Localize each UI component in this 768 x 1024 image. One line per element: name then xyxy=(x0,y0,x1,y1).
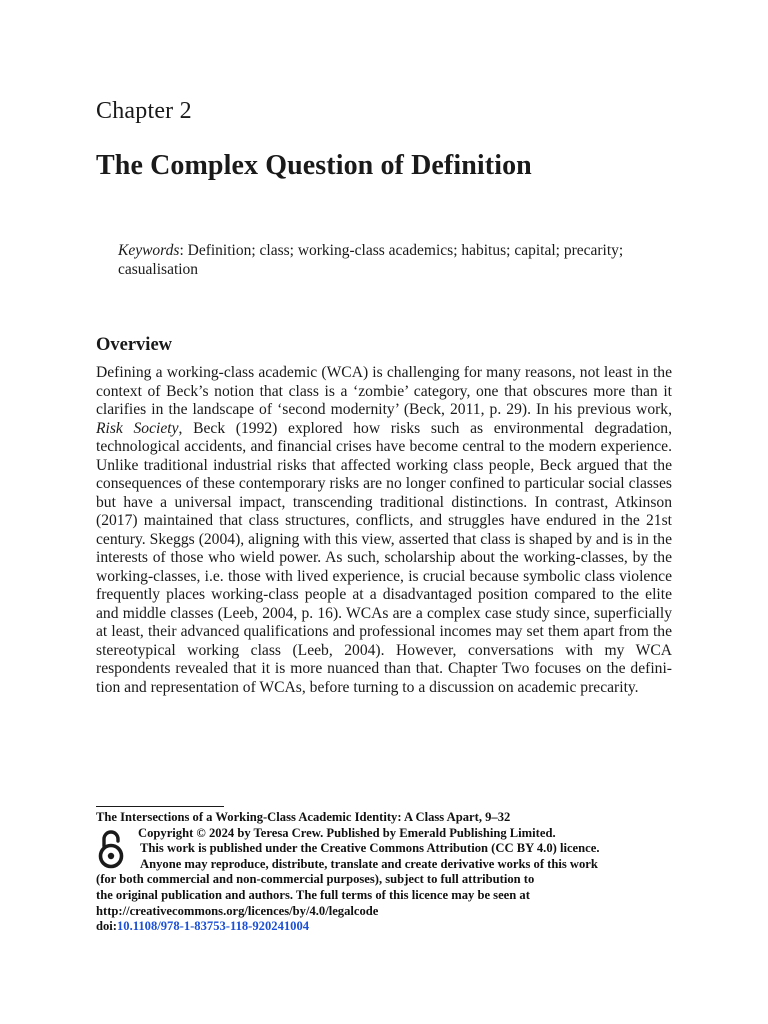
footnote-license-line-4: the original publication and authors. The full terms of this licence may be seen at xyxy=(96,887,530,902)
overview-heading: Overview xyxy=(96,335,173,355)
doi-prefix: doi: xyxy=(96,919,117,934)
keywords-label: Keywords xyxy=(118,242,180,259)
footnote xyxy=(96,810,676,935)
footnote-license-line-2: Anyone may reproduce, distribute, translate and create derivative works of this work xyxy=(140,856,598,871)
keywords-text: : Definition; class; working-class academics; habitus; capital; precarity; casualisation xyxy=(118,242,624,278)
chapter-label: Chapter 2 xyxy=(96,98,192,124)
footnote-copyright: Copyright © 2024 by Teresa Crew. Published by Emerald Publishing Limited. xyxy=(138,825,556,840)
paragraph-text-part-1: Defining a working-class academic (WCA) is challenging for many reasons, not least in the context of Beck’s notion that class is a ‘zombie’ category, one that obscures more than it clarifies in the landscape of ‘second modernity’ (Beck, 2011, p. 29). In his previous work, xyxy=(96,364,672,418)
paragraph-book-title: Risk Society xyxy=(96,419,179,437)
keywords-block xyxy=(118,241,658,279)
footnote-license-line-3: (for both commercial and non-commercial purposes), subject to full attribution to xyxy=(96,872,535,887)
footnote-license-url[interactable]: http://creativecommons.org/licences/by/4.0/legalcode xyxy=(96,903,379,918)
footnote-book-line: The Intersections of a Working-Class Academic Identity: A Class Apart, 9–32 xyxy=(96,810,511,824)
paragraph-text-part-2: , Beck (1992) explored how risks such as environmental degradation, technological accidents, and financial crises have become central to the modern experience. Unlike traditional industrial risks that affected working class people, Beck argued that the consequences of these contemporary risks are no longer confined to particular social classes but have a universal impact, transcending traditional distinctions. In contrast, Atkinson (2017) maintained that class structures, conflicts, and struggles have endured in the 21st century. Skeggs (2004), aligning with this view, asserted that class is shaped by and is in the interests of those who wield power. As such, scholarship about the working-classes, by the working-classes, i.e. those with lived experience, is crucial because symbolic class violence frequently places working-class people at a disadvantaged position compared to the elite and middle classes (Leeb, 2004, p. 16). WCAs are a complex case study since, superficially at least, their advanced qualifications and professional incomes may set them apart from the stereotypical working class (Leeb, 2004). However, conversations with my WCA respondents revealed that it is more nuanced than that. Chapter Two focuses on the defini-tion and representation of WCAs, before turning to a discussion on academic precarity. xyxy=(96,419,672,696)
overview-paragraph xyxy=(96,364,672,697)
footnote-divider xyxy=(96,806,224,807)
doi-link[interactable]: 10.1108/978-1-83753-118-920241004 xyxy=(117,919,310,934)
footnote-license-line-1: This work is published under the Creative Commons Attribution (CC BY 4.0) licence. xyxy=(140,841,600,856)
footnote-doi xyxy=(96,919,676,935)
chapter-title: The Complex Question of Definition xyxy=(96,150,532,181)
